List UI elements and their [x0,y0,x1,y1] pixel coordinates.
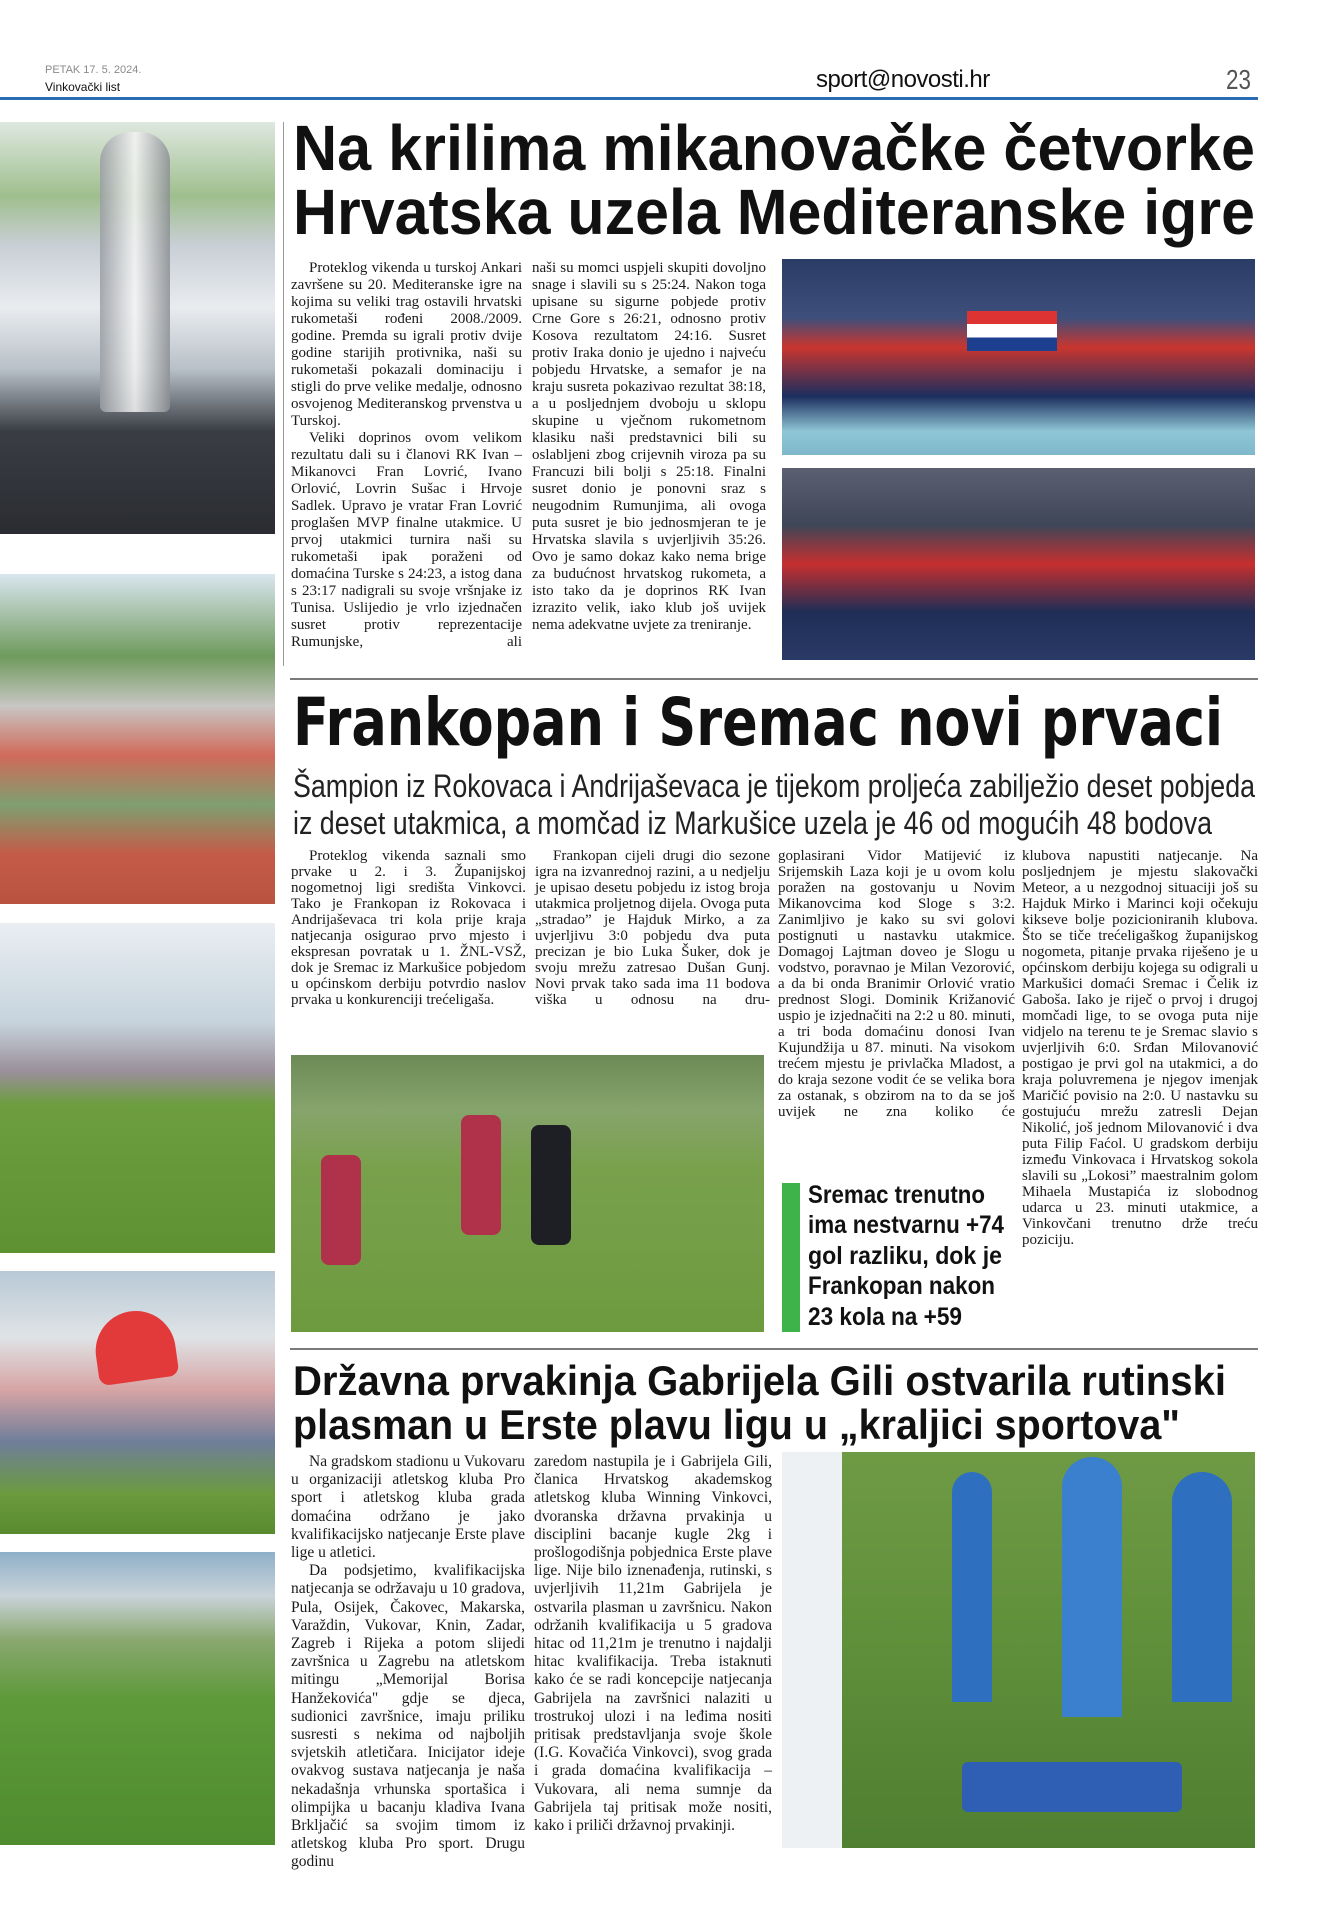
photo-kids-on-field [0,923,275,1253]
pull-quote-line: ima nestvarnu +74 [808,1211,1004,1239]
section-divider [290,678,1258,680]
subheadline-football-line2: iz deset utakmica, a momčad iz Markušice uzela je 46 od mogućih 48 bodova [293,805,1212,841]
headline-handball: Na krilima mikanovačke četvorke [293,112,1255,184]
article-football-col2 [535,848,770,1008]
article-handball-col1 [291,260,522,651]
section-email-link[interactable]: sport@novosti.hr [816,66,990,93]
paragraph: Veliki doprinos ovom velikom rezultatu dali su i članovi RK Ivan – Mikanovci Fran Lovrić, Ivano Orlović, Lovrin Sušac i Hrvoje Sadlek. Upravo je vratar Fran Lovrić proglašen MVP finalne utakmice. U prvoj utakmici turnira naši su rukometaši ipak poraženi od domaćina Turske s 24:23, a istog dana s 23:17 nadigrali su svoje vršnjake iz Tunisa. Uslijedio je vrlo izjednačen susret protiv reprezentacije Rumunjske, ali [291,430,522,650]
article-football-col3 [778,848,1015,1120]
pull-quote-line: Frankopan nakon [808,1272,995,1300]
paragraph: Frankopan cijeli drugi dio sezone igra na izvanrednoj razini, a u nedjelju je upisao desetu pobjedu iz istog broja utakmica proljetnog dijela. Ovoga puta „stradao” je Hajduk Mirko, a za uvjerljivu 3:0 pobjedu dva puta precizan je bio Luka Šuker, dok je svoju mrežu zatresao Dušan Gunj. Novi prvak tako sada ima 11 bodova viška u odnosu na dru- [535,848,770,1008]
photo-kids-running [0,1552,275,1845]
headline-handball-line2: Hrvatska uzela Mediteranske igre [293,176,1255,248]
paragraph: zaredom nastupila je i Gabrijela Gili, članica Hrvatskog akademskog atletskog kluba Winning Vinkovci, dvoranska državna prvakinja u disciplini bacanje kugle 2kg i prošlogodišnja pobjednica Erste plave lige. Nije bilo iznenađenja, rutinski, s uvjerljivih 11,21m Gabrijela je ostvarila plasman u završnicu. Nakon održanih kvalifikacija u 5 gradova hitac od 11,21m je trenutno i najdalji hitac kvalifikacija. Treba istaknuti kako će se radi koncepcije natjecanja Gabrijela na završnici nalaziti u trostrukoj ulozi i na leđima nositi pritisak predstavljanja svoje škole (I.G. Kovačića Vinkovci), svog grada i grada domaćina kvalifikacija – Vukovara, ali nema sumnje da Gabrijela taj pritisak može nositi, kako i priliči državnoj prvakinji. [534,1453,772,1835]
photo-trophies [0,122,275,534]
page-number: 23 [1226,64,1251,95]
photo-kids-event [0,574,275,904]
photo-heart-balloon [0,1271,275,1534]
photo-handball-team-medals [782,468,1255,660]
pull-quote-bar [782,1183,800,1332]
pull-quote-line: 23 kola na +59 [808,1303,962,1331]
paragraph: Da podsjetimo, kvalifikacijska natjecanja se održavaju u 10 gradova, Pula, Osijek, Čakovec, Makarska, Varaždin, Vukovar, Knin, Zadar, Zagreb i Rijeka a potom slijedi završnica u Zagrebu na atletskom mitingu „Memorijal Borisa Hanžekovića" gdje se djeca, sudionici završnice, imaju priliku susresti s nekima od najboljih svjetskih atletičara. Inicijator ideje ovakvog sustava natjecanja je naša nekadašnja vrhunska sportašica i olimpijka u bacanju kladiva Ivana Brkljačić sa svojim timom iz atletskog kluba Pro sport. Drugu godinu [291,1562,525,1871]
headline-athletics-line2: plasman u Erste plavu ligu u „kraljici sportova" [293,1401,1180,1448]
article-handball-col2 [532,260,766,634]
headline-football: Frankopan i Sremac novi prvaci [293,684,1223,761]
paragraph: Na gradskom stadionu u Vukovaru u organizaciji atletskog kluba Pro sport i atletskog kluba grada domaćina održano je jako kvalifikacijsko natjecanje Erste plave lige u atletici. [291,1453,525,1562]
paragraph: klubova napustiti natjecanje. Na posljednjem je mjestu slakovački Meteor, a u nezgodnoj situaciji još su Hajduk Mirko i Marinci koji očekuju kikseve bolje pozicioniranih klubova. Što se tiče trećeligaškog županijskog nogometa, pitanje prvaka riješeno je u općinskom derbiju kojega su odigrali u Markušici domaći Sremac i Čelik iz Gaboša. Iako je riječ o prvoj i drugoj momčadi lige, to se ovoga puta nije vidjelo na terenu te je Sremac slavio s uvjerljivih 6:0. Srđan Milovanović postigao je prvi gol na utakmici, a do kraja poluvremena je njegov imenjak Maričić povisio na 2:0. U nastavku su gostujuću mrežu zatresli Dejan Nikolić, još jednom Milovanović i dva puta Filip Faćol. U gradskom derbiju između Vinkovaca i Hrvatskog sokola slavili su „Lokosi” maestralnim golom Mihaela Mustapića iz slobodnog udarca u 23. minuti utakmice, a Vinkovčani trenutno drže treću poziciju. [1022,848,1258,1248]
section-divider [290,1348,1258,1350]
article-football-col4 [1022,848,1258,1248]
article-athletics-col2 [534,1453,772,1835]
header-rule [0,97,1258,100]
paragraph: goplasirani Vidor Matijević iz Srijemskih Laza koji je u ovom kolu poražen na gostovanju u Novim Mikanovcima kod Sloge s 3:2. Zanimljivo je kako su svi golovi postignuti u nastavku utakmice. Domagoj Lajtman doveo je Slogu u vodstvo, poravnao je Milan Vezorović, a da bi onda Branimir Orlović vratio prednost Slogi. Dominik Križanović uspio je izjednačiti na 2:2 u 80. minuti, a tri boda domaćinu donosi Ivan Kujundžija u 87. minuti. Na visokom trećem mjestu je privlačka Mladost, a do kraja sezone vodit će se velika bora za ostanak, s obzirom na to da se još uvijek ne zna koliko će [778,848,1015,1120]
photo-football-match [291,1055,764,1332]
article-football-col1 [291,848,526,1008]
paragraph: Proteklog vikenda u turskoj Ankari završene su 20. Mediteranske igre na kojima su veliki trag ostavili hrvatski rukometaši rođeni 2008./2009. godine. Premda su igrali protiv dvije godine starijih protivnika, naši su rukometaši pokazali dominaciju i stigli do prve velike medalje, odnosno osvojenog Mediteranskog prvenstva u Turskoj. [291,260,522,429]
issue-date: PETAK 17. 5. 2024. [45,64,142,76]
headline-athletics: Državna prvakinja Gabrijela Gili ostvarila rutinski [293,1357,1226,1404]
photo-athletics-podium [782,1452,1255,1848]
subheadline-football: Šampion iz Rokovaca i Andrijaševaca je tijekom proljeća zabilježio deset pobjeda [293,768,1255,804]
pull-quote-line: Sremac trenutno [808,1181,985,1209]
pull-quote-line: gol razliku, dok je [808,1242,1002,1270]
paragraph: naši su momci uspjeli skupiti dovoljno snage i slavili su s 25:24. Nakon toga upisane su sigurne pobjede protiv Crne Gore s 26:21, odnosno protiv Kosova rezultatom 24:16. Susret protiv Iraka donio je ujedno i najveću pobjedu Hrvatske, a semafor je na kraju susreta pokazivao rezultat 38:18, a u posljednjem dvoboju u sklopu skupine u vječnom rukometnom klasiku naši predstavnici bili su oslabljeni zbog crijevnih viroza pa su Francuzi bili bolji s 25:18. Finalni susret donio je ponovni sraz s neugodnim Rumunjima, ali ovoga puta susret je bio jednosmjeran te je Hrvatska slavila s uvjerljivih 35:26. Ovo je samo dokaz kako nema brige za budućnost hrvatskog rukometa, a isto tako da je doprinos RK Ivan izrazito velik, iako klub još uvijek nema adekvatne uvjete za treniranje. [532,260,766,633]
article-athletics-col1 [291,1453,525,1872]
photo-handball-team-flag [782,259,1255,455]
paragraph: Proteklog vikenda saznali smo prvake u 2. i 3. Županijskoj nogometnoj ligi središta Vinkovci. Tako je Frankopan iz Rokovaca i Andrijaševaca tri kola prije kraja natjecanja osigurao prvo mjesto i ekspresan povratak u 1. ŽNL-VSŽ, dok je Sremac iz Markušice pobjedom u općinskom derbiju potvrdio naslov prvaka u konkurenciji trećeligaša. [291,848,526,1008]
publication-name: Vinkovački list [45,80,121,94]
column-divider [283,122,284,666]
